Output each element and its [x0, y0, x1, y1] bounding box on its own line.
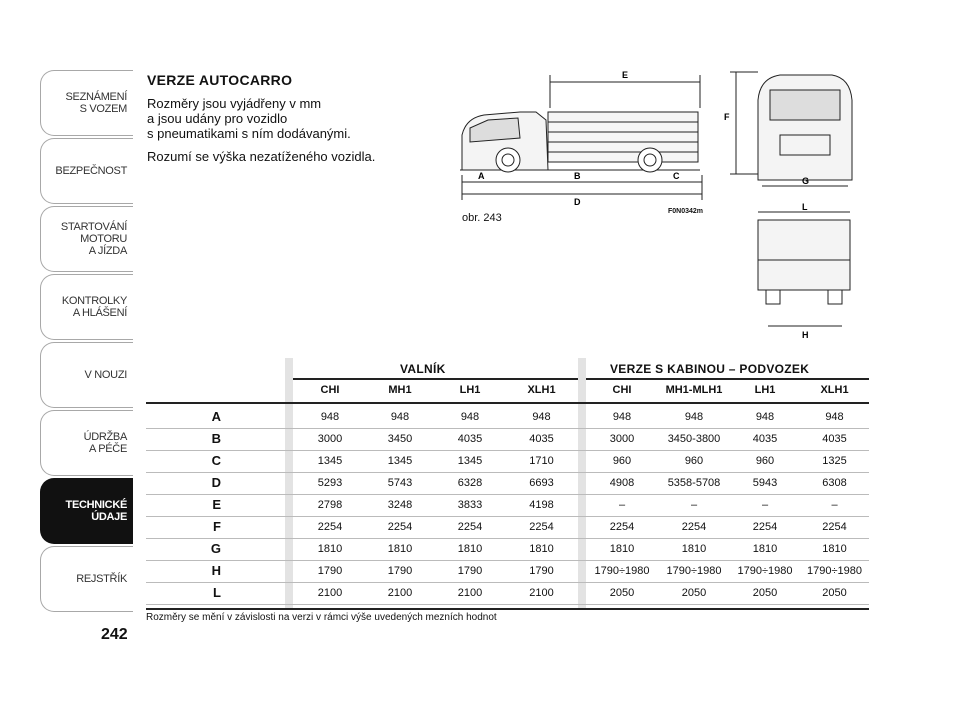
table-cell: 5943: [752, 477, 778, 489]
row-label: H: [211, 563, 221, 578]
tab-bezpecnost[interactable]: [40, 138, 133, 204]
table-cell: 1810: [681, 543, 707, 555]
row-label: D: [211, 475, 221, 490]
row-label: A: [211, 409, 221, 424]
table-cell: 948: [755, 411, 775, 423]
row-label: L: [213, 585, 221, 600]
table-row: [146, 428, 869, 451]
section-title: VERZE AUTOCARRO: [147, 72, 293, 88]
table-cell: 4908: [609, 477, 635, 489]
tab-label: REJSTŘÍK: [76, 573, 127, 585]
header-rule: [146, 402, 869, 404]
side-view-drawing: [460, 75, 702, 200]
table-cell: 1325: [822, 455, 847, 467]
table-cell: 1790: [529, 565, 554, 577]
table-cell: 1810: [529, 543, 554, 555]
table-cell: 3000: [317, 433, 343, 445]
page-number: 242: [101, 626, 128, 643]
table-cell: 1710: [529, 455, 554, 467]
table-row: [146, 450, 869, 473]
dim-label-b: B: [574, 171, 581, 181]
table-cell: 5743: [387, 477, 413, 489]
table-cell: 6693: [529, 477, 554, 489]
tab-label: BEZPEČNOST: [55, 165, 127, 177]
table-cell: 1790: [317, 565, 343, 577]
intro-section: [147, 72, 427, 172]
table-cell: –: [690, 499, 698, 511]
table-cell: 2100: [317, 587, 343, 599]
table-cell: –: [761, 499, 769, 511]
table-cell: 1345: [317, 455, 343, 467]
table-cell: 1810: [822, 543, 847, 555]
tab-label: SEZNÁMENÍ S VOZEM: [65, 91, 127, 115]
group-underline: [586, 378, 869, 380]
dim-label-c: C: [673, 171, 680, 181]
col-header: CHI: [612, 384, 632, 396]
dim-label-f: F: [724, 112, 730, 122]
table-cell: 3833: [457, 499, 483, 511]
dim-label-h: H: [802, 330, 809, 340]
table-cell: 4035: [822, 433, 847, 445]
dim-label-d: D: [574, 197, 581, 207]
table-cell: 4035: [752, 433, 778, 445]
group-header-valnik: VALNÍK: [400, 362, 446, 376]
table-cell: 1810: [609, 543, 635, 555]
table-cell: 1790: [387, 565, 413, 577]
table-cell: 1810: [317, 543, 343, 555]
table-row: [146, 538, 869, 561]
col-header: LH1: [754, 384, 776, 396]
table-cell: 948: [320, 411, 340, 423]
group-header-kabina: VERZE S KABINOU – PODVOZEK: [610, 362, 810, 376]
table-cell: 2050: [609, 587, 635, 599]
table-bottom-rule: [146, 608, 869, 610]
dim-label-a: A: [478, 171, 485, 181]
table-row: [146, 406, 869, 429]
table-cell: 2254: [387, 521, 413, 533]
table-cell: 2050: [681, 587, 707, 599]
table-cell: 1790÷1980: [737, 565, 793, 577]
table-cell: 2254: [457, 521, 483, 533]
dim-label-g: G: [802, 176, 810, 186]
table-cell: 4035: [457, 433, 483, 445]
table-cell: 2100: [529, 587, 554, 599]
table-cell: 1790÷1980: [666, 565, 722, 577]
table-cell: 1345: [457, 455, 483, 467]
table-row: [146, 560, 869, 583]
table-cell: 1790÷1980: [594, 565, 650, 577]
table-cell: 1810: [752, 543, 778, 555]
table-cell: 2254: [529, 521, 554, 533]
table-cell: 948: [390, 411, 410, 423]
table-cell: 3000: [609, 433, 635, 445]
tab-label: V NOUZI: [84, 369, 127, 381]
row-label: G: [210, 541, 221, 556]
table-cell: 2254: [822, 521, 847, 533]
tab-udrzba[interactable]: [40, 410, 133, 476]
table-cell: –: [618, 499, 626, 511]
table-cell: 2798: [317, 499, 343, 511]
table-cell: 960: [684, 455, 704, 467]
table-cell: 1790÷1980: [807, 565, 862, 577]
table-cell: 1345: [387, 455, 413, 467]
table-cell: 3248: [387, 499, 413, 511]
col-header: LH1: [459, 384, 481, 396]
table-row: [146, 472, 869, 495]
figure-code: F0N0342m: [668, 208, 704, 215]
table-cell: 2100: [387, 587, 413, 599]
tab-label: STARTOVÁNÍ MOTORU A JÍZDA: [60, 221, 127, 257]
intro-note: Rozumí se výška nezatíženého vozidla.: [147, 149, 376, 164]
table-cell: 2254: [317, 521, 343, 533]
table-cell: 1810: [387, 543, 413, 555]
table-cell: 4198: [529, 499, 554, 511]
rear-view-drawing: [758, 212, 850, 326]
table-cell: 948: [612, 411, 632, 423]
row-label: E: [212, 497, 221, 512]
table-cell: 5293: [317, 477, 343, 489]
table-cell: 948: [532, 411, 551, 423]
table-cell: 960: [612, 455, 632, 467]
tab-label: ÚDRŽBA A PÉČE: [83, 431, 127, 455]
tab-rejstrik[interactable]: [40, 546, 133, 612]
table-row: [146, 494, 869, 517]
table-cell: 6328: [457, 477, 483, 489]
vehicle-dimension-figure: [440, 60, 870, 350]
table-cell: 2050: [752, 587, 778, 599]
table-cell: 2254: [609, 521, 635, 533]
tab-v-nouzi[interactable]: [40, 342, 133, 408]
tab-kontrolky[interactable]: [40, 274, 133, 340]
tab-technicke-udaje[interactable]: [40, 478, 133, 544]
table-cell: 6308: [822, 477, 847, 489]
figure-caption: obr. 243: [462, 212, 502, 224]
col-header: XLH1: [527, 384, 556, 396]
table-footnote: Rozměry se mění v závislosti na verzi v rámci výše uvedených mezních hodnot: [146, 612, 497, 623]
table-row: [146, 516, 869, 539]
table-cell: 1790: [457, 565, 483, 577]
table-cell: 1810: [457, 543, 483, 555]
front-view-drawing: [730, 72, 852, 186]
dim-label-e: E: [622, 70, 629, 80]
col-header: MH1: [388, 384, 412, 396]
col-header: MH1-MLH1: [665, 384, 723, 396]
table-cell: –: [831, 499, 838, 511]
table-cell: 948: [460, 411, 480, 423]
intro-paragraph: Rozměry jsou vyjádřeny v mm a jsou udány pro vozidlo s pneumatikami s ním dodávanými.: [147, 96, 351, 141]
table-cell: 2050: [822, 587, 847, 599]
tab-seznameni[interactable]: [40, 70, 133, 136]
table-cell: 3450: [387, 433, 413, 445]
table-cell: 4035: [529, 433, 554, 445]
table-row: [146, 582, 869, 605]
table-cell: 948: [825, 411, 844, 423]
row-label: B: [211, 431, 221, 446]
col-header: XLH1: [820, 384, 849, 396]
table-cell: 2100: [457, 587, 483, 599]
row-label: C: [211, 453, 221, 468]
tab-startovani[interactable]: [40, 206, 133, 272]
col-header: CHI: [320, 384, 340, 396]
dim-label-l: L: [802, 202, 808, 212]
tab-label: KONTROLKY A HLÁŠENÍ: [61, 295, 127, 319]
table-cell: 960: [755, 455, 775, 467]
table-cell: 2254: [681, 521, 707, 533]
table-cell: 3450-3800: [667, 433, 721, 445]
tab-label: TECHNICKÉ ÚDAJE: [65, 499, 127, 523]
row-label: F: [213, 519, 221, 534]
chapter-tabs: [40, 70, 133, 614]
table-cell: 5358-5708: [667, 477, 721, 489]
group-underline: [293, 378, 578, 380]
table-cell: 2254: [752, 521, 778, 533]
table-cell: 948: [684, 411, 704, 423]
